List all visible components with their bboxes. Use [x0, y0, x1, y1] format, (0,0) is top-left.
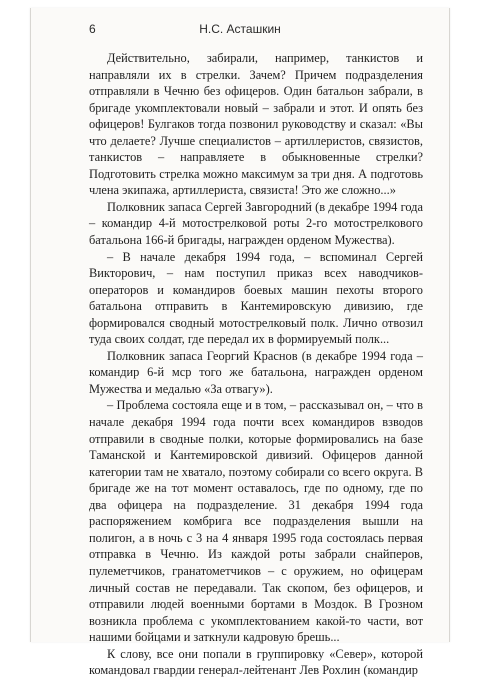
paragraph: – Проблема состояла еще и в том, – рассказывал он, – что в начале декабря 1994 года почти всех командиров взводов отправили в сводные полки, которые формировались на базе Таманской и Кантемировской дивизий. Офицеров данной категории там не хватало, поэтому собирали со всего округа. В бригаде же на тот момент оставалось, где по одному, где по два офицера на подразделение. 31 декабря 1994 года распоряжением комбрига все подразделения вышли на полигон, а в ночь с 3 на 4 января 1995 года состоялась первая отправка в Чечню. Из каждой роты забрали снайперов, пулеметчиков, гранатометчиков – с оружием, но офицерам личный состав не передавали. Так скопом, без офицеров, и отправили людей военными бортами в Моздок. В Грозном возникла проблема с укомплектованием какой-то части, вот нашими бойцами и заткнули кадровую брешь... [89, 398, 423, 645]
running-head-author: Н.С. Асташкин [199, 22, 281, 36]
paragraph: Полковник запаса Георгий Краснов (в декабре 1994 года – командир 6-й мср того же батальона, награжден орденом Мужества и медалью «За отвагу»). [89, 348, 423, 396]
paragraph: – В начале декабря 1994 года, – вспоминал Сергей Викторович, – нам поступил приказ всех наводчиков-операторов и командиров боевых машин пехоты второго батальона отправить в Кантемировскую дивизию, где формировался сводный мотострелковый полк. Лично отвозил туда своих солдат, где передал их в формируемый полк... [89, 249, 423, 347]
paragraph: Полковник запаса Сергей Завгородний (в декабре 1994 года – командир 4-й мотострелковой роты 2-го мотострелкового батальона 166-й бригады, награжден орденом Мужества). [89, 199, 423, 248]
book-page [30, 8, 450, 678]
page-header [31, 22, 449, 40]
page-number: 6 [89, 22, 96, 36]
paragraph: Действительно, забирали, например, танкистов и направляли их в стрелки. Зачем? Причем подразделения отправляли в Чечню без офицеров. Один батальон забрали, в бригаде укомплектовали новый – забрали и этот. И опять без офицеров! Булгаков тогда позвонил руководству и сказал: «Вы что делаете? Лучше специалистов – артиллеристов, связистов, танкистов – направляете в обыкновенные стрелки? Подготовить стрелка можно максимум за три дня. А подготовь члена экипажа, артиллериста, связиста! Это же сложно...» [89, 51, 423, 198]
body-text [89, 50, 423, 679]
paragraph: К слову, все они попали в группировку «Север», которой командовал гвардии генерал-лейтенант Лев Рохлин (командир [89, 646, 423, 678]
